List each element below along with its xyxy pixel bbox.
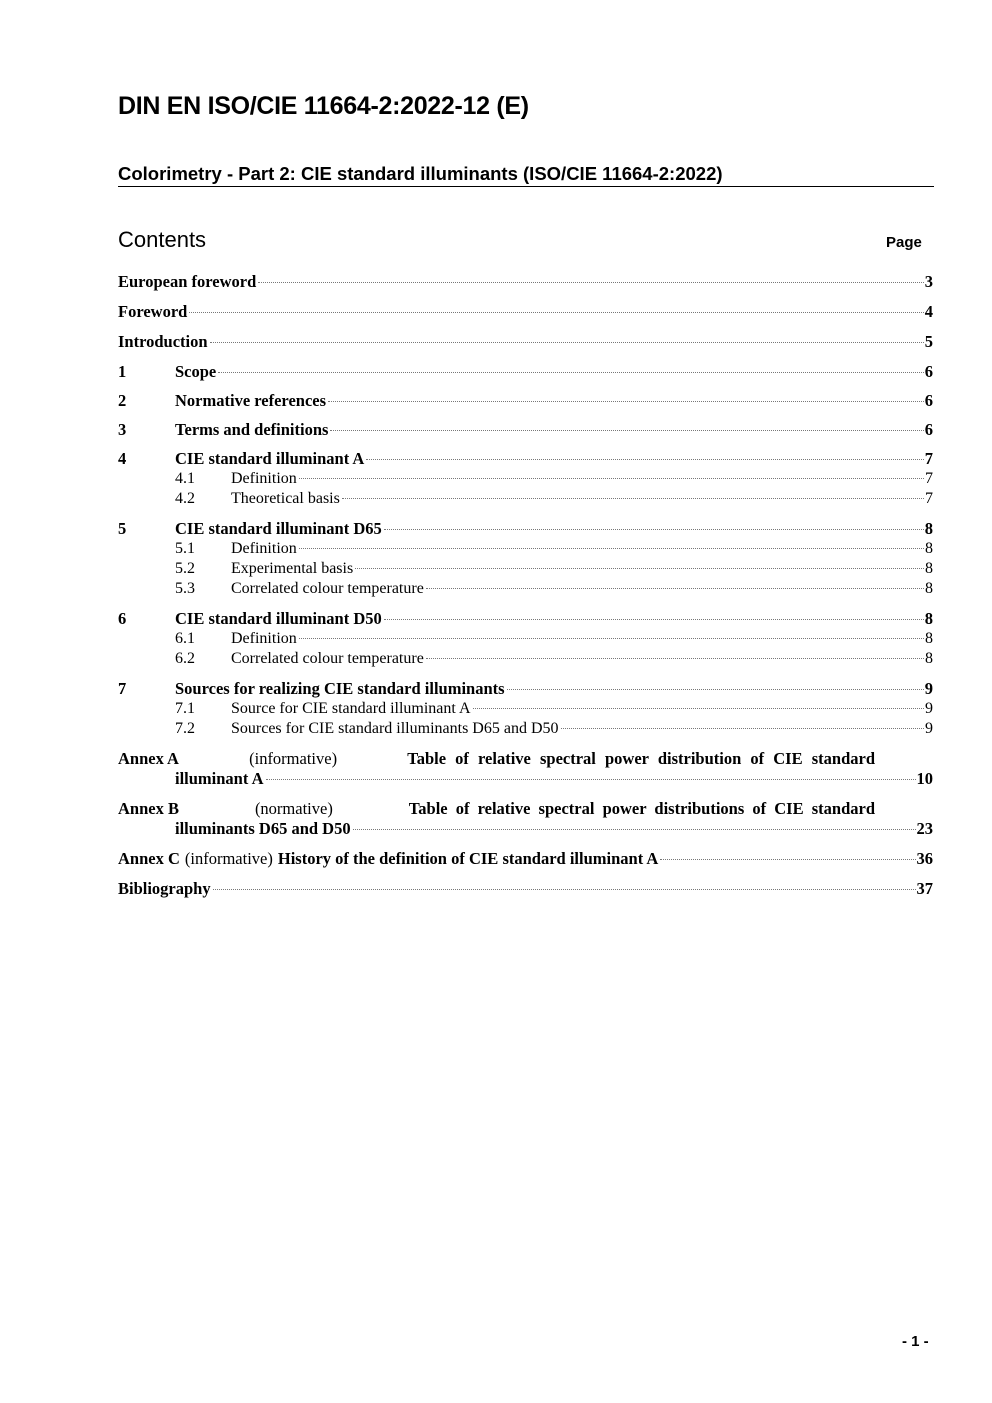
- annex-b-line-1: [118, 799, 875, 819]
- toc-subentry-page: 7: [925, 490, 933, 507]
- dot-leader: [473, 708, 924, 709]
- toc-subentry-number: 5.1: [175, 540, 195, 557]
- toc-subentry-number: 5.3: [175, 580, 195, 597]
- dot-leader: [299, 638, 924, 639]
- dot-leader: [213, 889, 916, 890]
- toc-subentry-label: Experimental basis: [231, 560, 354, 577]
- dot-leader: [258, 282, 923, 283]
- toc-subentry-label: Correlated colour temperature: [231, 580, 424, 597]
- toc-entry-label: CIE standard illuminant D50: [175, 609, 382, 628]
- toc-subentry-label: Definition: [231, 540, 297, 557]
- toc-entry-label: Normative references: [175, 391, 327, 410]
- toc-subentry-page: 8: [925, 630, 933, 647]
- dot-leader: [210, 342, 924, 343]
- toc-entry-page: 6: [924, 420, 933, 439]
- annex-b-title-line1: Table of relative spectral power distributions of CIE standard: [408, 799, 875, 818]
- toc-entry-number: 5: [118, 519, 127, 538]
- toc-entry-terms-and-definitions[interactable]: [118, 420, 933, 440]
- document-subtitle: Colorimetry - Part 2: CIE standard illuminants (ISO/CIE 11664-2:2022): [118, 163, 934, 187]
- toc-subentry-5-2[interactable]: [118, 559, 933, 579]
- toc-entry-page: 8: [924, 609, 933, 628]
- toc-entry-label: Scope: [175, 362, 217, 381]
- toc-entry-european-foreword[interactable]: [118, 272, 933, 292]
- toc-entry-sources[interactable]: [118, 679, 933, 699]
- page-number: - 1 -: [902, 1333, 929, 1350]
- page-column-heading: Page: [886, 234, 922, 251]
- toc-entry-label: Foreword: [118, 302, 188, 321]
- toc-subentry-4-2[interactable]: [118, 489, 933, 509]
- annex-c-prefix: Annex C: [118, 849, 180, 868]
- dot-leader: [384, 619, 924, 620]
- dot-leader: [330, 430, 923, 431]
- toc-entry-number: 6: [118, 609, 127, 628]
- toc-entry-annex-c[interactable]: [118, 849, 933, 869]
- dot-leader: [299, 478, 924, 479]
- toc-subentry-page: 7: [925, 470, 933, 487]
- dot-leader: [384, 529, 924, 530]
- toc-subentry-number: 6.1: [175, 630, 195, 647]
- toc-subentry-label: Correlated colour temperature: [231, 650, 424, 667]
- toc-entry-introduction[interactable]: [118, 332, 933, 352]
- toc-subentry-page: 9: [925, 700, 933, 717]
- toc-entry-illuminant-d65[interactable]: [118, 519, 933, 539]
- toc-entry-annex-b[interactable]: [118, 799, 933, 839]
- toc-entry-normative-references[interactable]: [118, 391, 933, 411]
- annex-b-line-2: [118, 819, 933, 839]
- dot-leader: [299, 548, 924, 549]
- toc-subentry-7-2[interactable]: [118, 719, 933, 739]
- toc-entry-label: CIE standard illuminant A: [175, 449, 365, 468]
- toc-subentry-5-1[interactable]: [118, 539, 933, 559]
- dot-leader: [426, 588, 924, 589]
- dot-leader: [355, 568, 924, 569]
- toc-entry-page: 8: [924, 519, 933, 538]
- toc-subentry-label: Source for CIE standard illuminant A: [231, 700, 471, 717]
- toc-entry-page: 3: [924, 272, 933, 291]
- toc-entry-page: 4: [924, 302, 933, 321]
- annex-b-status: (normative): [254, 799, 333, 818]
- toc-entry-page: 5: [924, 332, 933, 351]
- toc-subentry-4-1[interactable]: [118, 469, 933, 489]
- toc-entry-number: 4: [118, 449, 127, 468]
- toc-entry-label: Terms and definitions: [175, 420, 329, 439]
- toc-entry-page: 6: [924, 391, 933, 410]
- document-title: DIN EN ISO/CIE 11664-2:2022-12 (E): [118, 92, 529, 120]
- toc-entry-illuminant-a[interactable]: [118, 449, 933, 469]
- toc-subentry-6-2[interactable]: [118, 649, 933, 669]
- toc-subentry-page: 8: [925, 580, 933, 597]
- toc-entry-annex-a[interactable]: [118, 749, 933, 789]
- toc-entry-page: 9: [924, 679, 933, 698]
- toc-entry-number: 3: [118, 420, 127, 439]
- toc-subentry-number: 4.2: [175, 490, 195, 507]
- toc-subentry-number: 7.2: [175, 720, 195, 737]
- toc-subentry-7-1[interactable]: [118, 699, 933, 719]
- annex-c-status: (informative): [184, 849, 273, 868]
- toc-entry-foreword[interactable]: [118, 302, 933, 322]
- toc-entry-page: 7: [924, 449, 933, 468]
- dot-leader: [189, 312, 923, 313]
- toc-subentry-label: Definition: [231, 470, 297, 487]
- toc-subentry-6-1[interactable]: [118, 629, 933, 649]
- toc-subentry-label: Sources for CIE standard illuminants D65 and D50: [231, 720, 559, 737]
- annex-b-page: 23: [916, 819, 933, 838]
- annex-a-title-line1: Table of relative spectral power distribution of CIE standard: [407, 749, 875, 768]
- annex-a-title-line2: illuminant A: [175, 769, 264, 788]
- annex-c-page: 36: [916, 849, 933, 868]
- toc-entry-label: Sources for realizing CIE standard illuminants: [175, 679, 505, 698]
- toc-entry-label: Introduction: [118, 332, 208, 351]
- annex-a-status: (informative): [249, 749, 338, 768]
- toc-subentry-number: 7.1: [175, 700, 195, 717]
- toc-entry-label: Bibliography: [118, 879, 211, 898]
- toc-subentry-5-3[interactable]: [118, 579, 933, 599]
- toc-subentry-label: Theoretical basis: [231, 490, 340, 507]
- annex-b-title-line2: illuminants D65 and D50: [175, 819, 351, 838]
- dot-leader: [426, 658, 924, 659]
- dot-leader: [353, 829, 916, 830]
- dot-leader: [342, 498, 924, 499]
- annex-a-prefix: Annex A: [118, 749, 179, 768]
- annex-a-line-1: [118, 749, 875, 769]
- toc-entry-number: 2: [118, 391, 127, 410]
- toc-entry-number: 1: [118, 362, 127, 381]
- toc-subentry-number: 6.2: [175, 650, 195, 667]
- toc-subentry-number: 5.2: [175, 560, 195, 577]
- dot-leader: [218, 372, 924, 373]
- toc-entry-label: CIE standard illuminant D65: [175, 519, 382, 538]
- toc-subentry-page: 8: [925, 650, 933, 667]
- toc-entry-scope[interactable]: [118, 362, 933, 382]
- toc-entry-illuminant-d50[interactable]: [118, 609, 933, 629]
- annex-a-page: 10: [916, 769, 933, 788]
- toc-subentry-page: 8: [925, 560, 933, 577]
- dot-leader: [561, 728, 925, 729]
- toc-subentry-label: Definition: [231, 630, 297, 647]
- toc-subentry-page: 9: [925, 720, 933, 737]
- dot-leader: [328, 401, 924, 402]
- annex-c-title: History of the definition of CIE standard illuminant A: [277, 849, 659, 868]
- toc-subentry-number: 4.1: [175, 470, 195, 487]
- dot-leader: [266, 779, 916, 780]
- dot-leader: [507, 689, 924, 690]
- table-of-contents: [118, 272, 933, 899]
- annex-a-line-2: [118, 769, 933, 789]
- toc-entry-bibliography[interactable]: [118, 879, 933, 899]
- toc-entry-number: 7: [118, 679, 127, 698]
- toc-entry-page: 37: [916, 879, 933, 898]
- dot-leader: [366, 459, 923, 460]
- dot-leader: [660, 859, 915, 860]
- toc-entry-label: European foreword: [118, 272, 257, 291]
- toc-entry-page: 6: [924, 362, 933, 381]
- contents-heading: Contents: [118, 227, 207, 252]
- annex-b-prefix: Annex B: [118, 799, 179, 818]
- toc-subentry-page: 8: [925, 540, 933, 557]
